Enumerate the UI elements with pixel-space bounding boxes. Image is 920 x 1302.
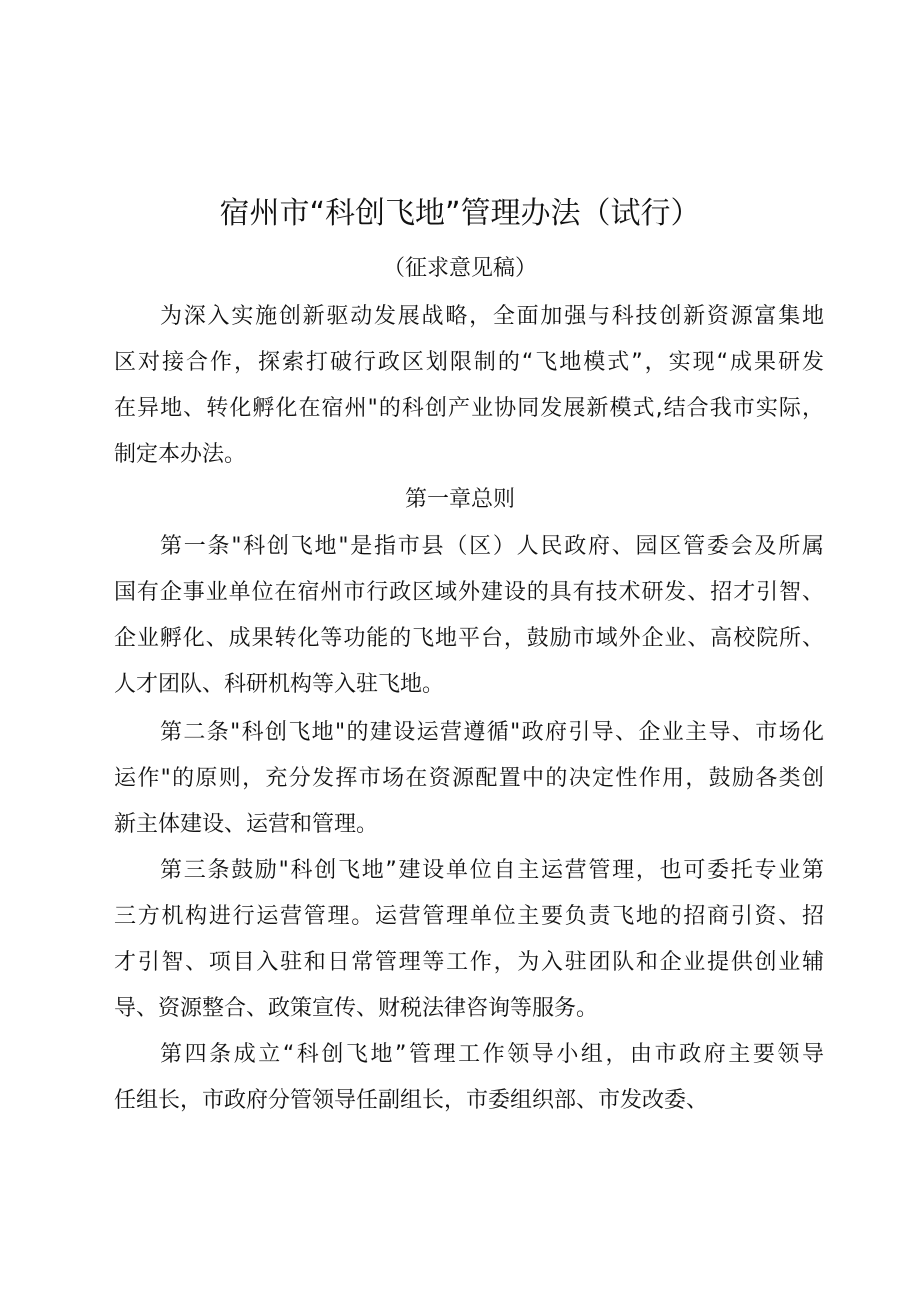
chapter-title: 第一章总则: [404, 487, 515, 512]
article-1-line-1: 第一条"科创飞地"是指市县（区）人民政府、园区管委会及所属: [160, 534, 824, 559]
article-3-line-2: 三方机构进行运营管理。运营管理单位主要负责飞地的招商引资、招: [114, 904, 824, 929]
paragraph-intro-line-1: 为深入实施创新驱动发展战略，全面加强与科技创新资源富集地: [160, 304, 824, 329]
article-1-line-4: 人才团队、科研机构等入驻飞地。: [114, 672, 445, 697]
paragraph-intro-line-3: 在异地、转化孵化在宿州"的科创产业协同发展新模式,结合我市实际，: [114, 396, 824, 421]
article-4-line-2: 任组长，市政府分管领导任副组长，市委组织部、市发改委、: [114, 1088, 709, 1113]
article-4-line-1: 第四条成立“科创飞地”管理工作领导小组，由市政府主要领导: [160, 1042, 825, 1067]
article-3-line-1: 第三条鼓励"科创飞地”建设单位自主运营管理，也可委托专业第: [160, 858, 824, 883]
paragraph-intro-line-2: 区对接合作，探索打破行政区划限制的“飞地模式”，实现“成果研发: [114, 350, 824, 375]
article-3-line-4: 导、资源整合、政策宣传、财税法律咨询等服务。: [114, 996, 599, 1021]
paragraph-intro-line-4: 制定本办法。: [114, 442, 247, 467]
article-2-line-2: 运作"的原则，充分发挥市场在资源配置中的决定性作用，鼓励各类创: [114, 766, 824, 791]
article-1-line-3: 企业孵化、成果转化等功能的飞地平台，鼓励市域外企业、高校院所、: [114, 626, 824, 651]
article-1-line-2: 国有企事业单位在宿州市行政区域外建设的具有技术研发、招才引智、: [114, 580, 824, 605]
article-2-line-3: 新主体建设、运营和管理。: [114, 812, 379, 837]
article-3-line-3: 才引智、项目入驻和日常管理等工作，为入驻团队和企业提供创业辅: [114, 950, 824, 975]
article-2-line-1: 第二条"科创飞地"的建设运营遵循"政府引导、企业主导、市场化: [160, 720, 824, 745]
document-title: 宿州市“科创飞地”管理办法（试行）: [219, 196, 701, 231]
document-subtitle: （征求意见稿）: [382, 256, 537, 281]
